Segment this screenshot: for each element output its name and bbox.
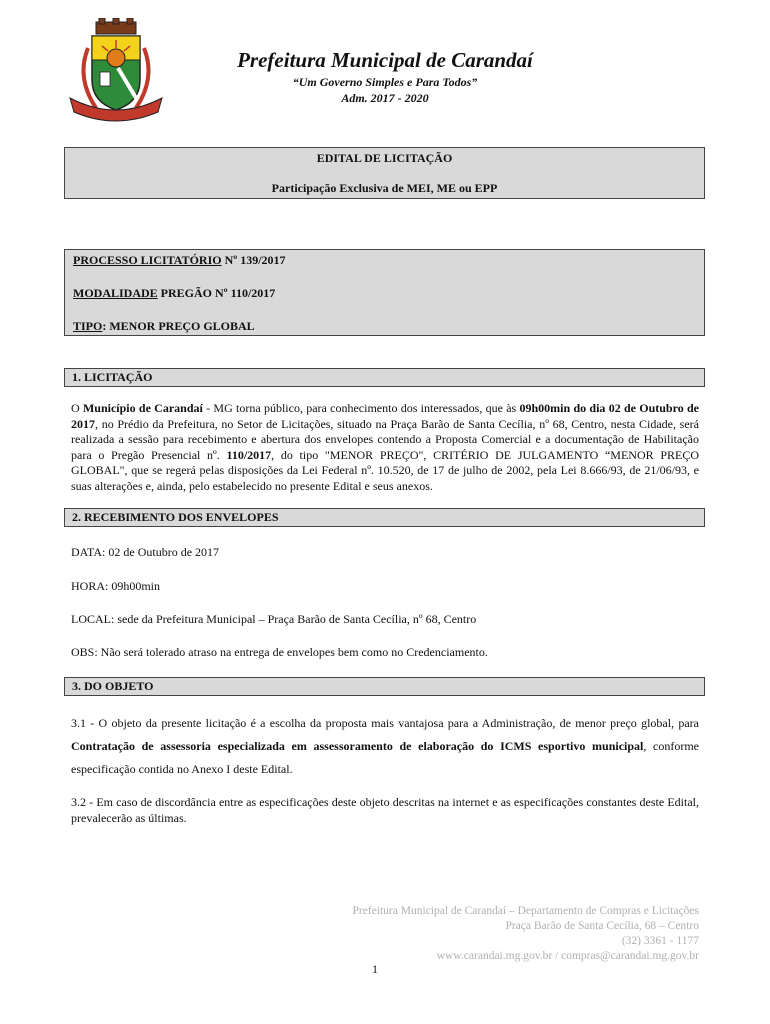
edital-box [64,147,705,199]
header-admin-period: Adm. 2017 - 2020 [341,91,429,105]
receipt-location: LOCAL: sede da Prefeitura Municipal – Praça Barão de Santa Cecília, nº 68, Centro [71,612,477,626]
text-run: 3.1 - O objeto da presente licitação é a escolha da proposta mais vantajosa para a Administração, de menor preço global, para [71,716,699,730]
text-run: , conforme especificação contida no Anexo I deste Edital. [71,739,699,776]
footer-department: Prefeitura Municipal de Carandaí – Departamento de Compras e Licitações [352,905,699,917]
municipal-coat-of-arms-icon [66,18,166,126]
processo-value: Nº 139/2017 [221,253,286,267]
section-1-paragraph [71,401,699,494]
section-2-heading: 2. RECEBIMENTO DOS ENVELOPES [64,508,705,527]
municipio-name: Município de Carandaí [82,401,203,415]
header-title: Prefeitura Municipal de Carandaí [237,48,533,72]
receipt-observation: OBS: Não será tolerado atraso na entrega de envelopes bem como no Credenciamento. [71,645,488,659]
modalidade-line [73,286,275,301]
tipo-value: : MENOR PREÇO GLOBAL [102,319,255,333]
tipo-line [73,319,255,334]
page-number: 1 [372,962,378,976]
receipt-time: HORA: 09h00min [71,579,161,593]
object-description: Contratação de assessoria especializada em assessoramento de elaboração do ICMS esportivo municipal [71,739,644,753]
section-3-heading: 3. DO OBJETO [64,677,705,696]
text-run: O [71,401,83,415]
object-item-3-1 [71,712,699,781]
edital-title: EDITAL DE LICITAÇÃO [316,151,453,165]
text-run: , no Prédio da Prefeitura, no Setor de Licitações, situado na Praça Barão de Santa Cecília, nº 68, Centro, nesta Cidade, será realizada a sessão para recebimento e abertura dos envelopes contendo a Proposta Comercial e a documentação de Habilitação para o Pregão Presencial nº. [71,416,699,462]
header-slogan: “Um Governo Simples e Para Todos” [292,75,478,89]
processo-line [73,253,286,268]
modalidade-label: MODALIDADE [73,286,158,300]
tipo-label: TIPO [73,319,103,333]
pregao-number: 110/2017 [226,447,272,462]
footer-phone: (32) 3361 - 1177 [621,935,699,947]
edital-subtitle: Participação Exclusiva de MEI, ME ou EPP [271,181,498,195]
footer-web-email: www.carandai.mg.gov.br / compras@carandai.mg.gov.br [436,950,699,962]
text-run: , do tipo "MENOR PREÇO", CRITÉRIO DE JULGAMENTO “MENOR PREÇO GLOBAL", que se regerá pelas disposições da Lei Federal nº. 10.520, de 17 de julho de 2002, pela Lei 8.666/93, de 21/06/93, e suas alterações e, ainda, pelo estabelecido no presente Edital e seus anexos. [71,447,699,493]
footer-address: Praça Barão de Santa Cecília, 68 – Centro [505,920,699,932]
processo-box [64,249,705,336]
object-item-3-2: 3.2 - Em caso de discordância entre as especificações deste objeto descritas na internet e as especificações constantes deste Edital, prevalecerão as últimas. [71,795,699,825]
text-run: - MG torna público, para conhecimento dos interessados, que às [202,401,520,415]
section-1-heading: 1. LICITAÇÃO [64,368,705,387]
processo-label: PROCESSO LICITATÓRIO [73,253,222,267]
modalidade-value: PREGÃO Nº 110/2017 [157,286,276,300]
receipt-date: DATA: 02 de Outubro de 2017 [71,545,220,559]
session-datetime: 09h00min do dia 02 de Outubro de 2017 [71,401,699,431]
